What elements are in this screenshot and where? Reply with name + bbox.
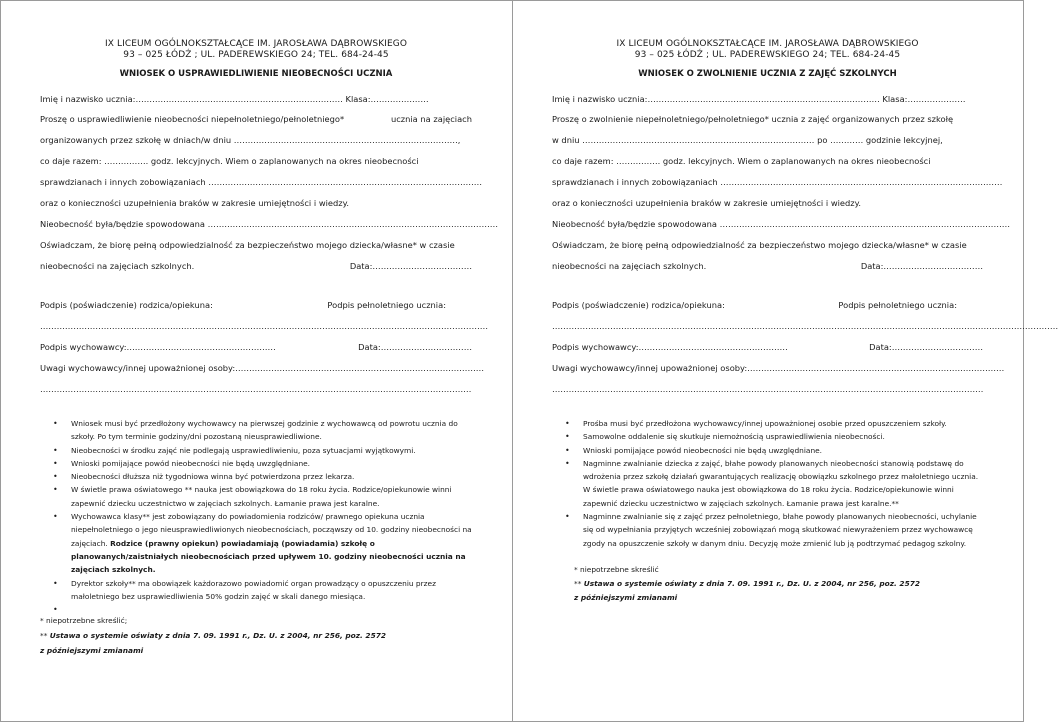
- rule-item: • W świetle prawa oświatowego ** nauka jest obowiązkowa do 18 roku życia. Rodzice/opiekunowie winni zapewnić dziecku uczestnictwo w zajęciach szkolnych. Łamanie prawa jest karalne.: [71, 483, 472, 510]
- declaration-text-end: nieobecności na zajęciach szkolnych.: [40, 261, 195, 271]
- signature-lines: [40, 321, 489, 331]
- left-form-sheet: [0, 0, 513, 722]
- rule-item: • Wnioski pomijające powód nieobecności nie będą uwzględniane.: [71, 457, 472, 470]
- footnote-1: * niepotrzebne skreślić: [574, 564, 659, 574]
- school-name: IX LICEUM OGÓLNOKSZTAŁCĄCE IM. JAROSŁAWA DĄBROWSKIEGO: [104, 39, 408, 49]
- rule-item: • Prośba musi być przedłożona wychowawcy/innej upoważnionej osobie przed opuszczeniem szkoły.: [583, 417, 983, 430]
- teacher-signature-row: [40, 342, 472, 352]
- teacher-remarks-line[interactable]: …………………………………………………………………………………………………………………………………………: [552, 384, 984, 394]
- footnote-marker: **: [40, 631, 50, 641]
- signature-lines: [552, 321, 1058, 331]
- signature-labels: [40, 300, 472, 310]
- school-address: 93 – 025 ŁÓDŹ ; UL. PADEREWSKIEGO 24; TEL. 684-24-45: [123, 50, 389, 60]
- left-notes: [40, 417, 472, 657]
- footnote-2: [40, 630, 472, 642]
- rule-item: • Nieobecności dłuższa niż tygodniowa winna być potwierdzona przez lekarza.: [71, 470, 472, 483]
- rule-item: • Dyrektor szkoły** ma obowiązek każdorazowo powiadomić organ prowadzący o opuszczeniu przez małoletniego bez usprawiedliwienia 50% godzin zajęć w skali danego miesiąca.: [71, 577, 472, 604]
- rule-item: • Samowolne oddalenie się skutkuje niemożnością usprawiedliwienia nieobecności.: [583, 430, 983, 443]
- rule-item: • Nagminne zwalnianie dziecka z zajęć, błahe powody planowanych nieobecności stanowią podstawę do wdrożenia przez szkołę działań gwarantujących realizację obowiązku szkolnego przez małoletniego ucznia. W świetle prawa oświatowego nauka jest obowiązkowa do 18 roku życia. Rodzice/opiekunowie winni zapewnić dziecku uczestnictwo w zajęciach szkolnych. Łamanie prawa jest karalne.**: [583, 457, 983, 510]
- hours-field[interactable]: co daje razem: ……………. godz. lekcyjnych. Wiem o zaplanowanych na okres nieobecności: [40, 156, 419, 166]
- tests-field[interactable]: sprawdzianach i innych zobowiązaniach …………………………………………………………………………………………: [552, 177, 1003, 187]
- teacher-date-field[interactable]: Data:……………………………: [869, 342, 983, 352]
- obligation-text: oraz o konieczności uzupełnienia braków w zakresie umiejętności i wiedzy.: [40, 198, 350, 208]
- rule-text-bold: Rodzice (prawny opiekun) powiadamiają (powiadamia) szkołę o planowanych/zaistniałych nieobecnościach przed upływem 10. godziny nieobecności ucznia na zajęciach szkolnych.: [71, 538, 466, 575]
- form-title: WNIOSEK O USPRAWIEDLIWIENIE NIEOBECNOŚCI UCZNIA: [119, 69, 393, 79]
- law-reference-tail: z późniejszymi zmianami: [574, 592, 678, 602]
- rules-list: [40, 417, 472, 615]
- declaration-date-row: [40, 261, 472, 271]
- teacher-remarks-field[interactable]: Uwagi wychowawcy/innej upoważnionej osoby:………………………………………………………………………………: [40, 363, 485, 373]
- hours-field[interactable]: co daje razem: ……………. godz. lekcyjnych. Wiem o zaplanowanych na okres nieobecności: [552, 156, 931, 166]
- footnote-marker: **: [574, 578, 584, 588]
- teacher-signature-row: [552, 342, 983, 352]
- parent-signature-field[interactable]: ……………………………………………………………………………: [552, 321, 793, 331]
- teacher-remarks-field[interactable]: Uwagi wychowawcy/innej upoważnionej osoby:…………………………………………………………………………………: [552, 363, 1005, 373]
- adult-student-signature-field[interactable]: ……………………………………………………………………………………: [792, 321, 1058, 331]
- right-form-body: [552, 39, 1058, 394]
- parent-signature-label: Podpis (poświadczenie) rodzica/opiekuna:: [40, 300, 213, 310]
- reason-field[interactable]: Nieobecność była/będzie spowodowana ……………………………………………………………………………………………: [40, 219, 499, 229]
- rules-list: [552, 417, 983, 550]
- adult-student-signature-label: Podpis pełnoletniego ucznia:: [838, 300, 957, 310]
- dates-field[interactable]: organizowanych przez szkołę w dniach/w dniu ………………………………………………………………………,: [40, 135, 461, 145]
- parent-signature-field[interactable]: …………………………………………………………………: [40, 321, 248, 331]
- student-name-field[interactable]: Imię i nazwisko ucznia:………………………………………………………………………… Klasa:…………………: [552, 94, 966, 104]
- adult-student-signature-field[interactable]: ……………………………………………………………………………: [247, 321, 489, 331]
- rule-item-teacher: [71, 510, 472, 576]
- rule-item: • Nagminne zwalnianie się z zajęć przez pełnoletniego, błahe powody planowanych nieobecności, uchylanie się od wypełniania przyjętych wcześniej zobowiązań mogą skutkować niewyrażeniem przez wychowawcę zgody na opuszczenie szkoły w danym dniu. Decyzję może zmienić lub ją podtrzymać pedagog szkolny.: [583, 510, 983, 550]
- law-reference-tail: z późniejszymi zmianami: [40, 646, 144, 656]
- teacher-date-field[interactable]: Data:……………………………: [358, 342, 472, 352]
- request-text-end: ucznia na zajęciach: [390, 114, 472, 124]
- rule-item: • Wniosek musi być przedłożony wychowawcy na pierwszej godzinie z wychowawcą od powrotu ucznia do szkoły. Po tym terminie godziny/dni pozostaną nieusprawiedliwione.: [71, 417, 472, 444]
- declaration-text: Oświadczam, że biorę pełną odpowiedzialność za bezpieczeństwo mojego dziecka/własne* w czasie: [552, 240, 967, 250]
- footnote-1: * niepotrzebne skreślić;: [40, 616, 128, 626]
- form-title: WNIOSEK O ZWOLNIENIE UCZNIA Z ZAJĘĆ SZKOLNYCH: [638, 69, 897, 79]
- right-form-sheet: [512, 0, 1058, 722]
- right-notes: [552, 417, 983, 604]
- footnote-2: [552, 578, 983, 590]
- date-field[interactable]: Data:………………………………: [349, 261, 472, 271]
- parent-signature-label: Podpis (poświadczenie) rodzica/opiekuna:: [552, 300, 725, 310]
- declaration-date-row: [552, 261, 983, 271]
- rule-item: • Wnioski pomijające powód nieobecności nie będą uwzględniane.: [583, 444, 983, 457]
- date-field[interactable]: Data:………………………………: [860, 261, 983, 271]
- request-line-1: [40, 114, 472, 124]
- signature-labels: [552, 300, 983, 310]
- rule-item: • Nieobecności w środku zajęć nie podlegają usprawiedliwieniu, poza sytuacjami wyjątkowymi.: [71, 444, 472, 457]
- request-text: Proszę o usprawiedliwienie nieobecności niepełnoletniego/pełnoletniego*: [40, 114, 345, 124]
- request-line-1: Proszę o zwolnienie niepełnoletniego/pełnoletniego* ucznia z zajęć organizowanych przez szkołę: [552, 114, 954, 124]
- tests-field[interactable]: sprawdzianach i innych zobowiązaniach ………………………………………………………………………………………: [40, 177, 483, 187]
- teacher-remarks-line[interactable]: …………………………………………………………………………………………………………………………………………: [40, 384, 472, 394]
- adult-student-signature-label: Podpis pełnoletniego ucznia:: [327, 300, 446, 310]
- school-address: 93 – 025 ŁÓDŹ ; UL. PADEREWSKIEGO 24; TEL. 684-24-45: [634, 50, 901, 60]
- rule-item-empty: [71, 603, 472, 615]
- date-after-lesson-field[interactable]: w dniu ………………………………………………………………………… po ………… godzinie lekcyjnej,: [552, 135, 943, 145]
- left-form-body: [40, 39, 499, 394]
- rule-text: Wychowawca klasy** jest zobowiązany do powiadomienia rodziców/ prawnego opiekuna ucznia niepełnoletniego o jego nieusprawiedliwionych nieobecnościach, począwszy od 10. godziny nieobecności na zajęciach.: [71, 512, 472, 548]
- school-name: IX LICEUM OGÓLNOKSZTAŁCĄCE IM. JAROSŁAWA DĄBROWSKIEGO: [616, 39, 919, 49]
- law-reference: Ustawa o systemie oświaty z dnia 7. 09. 1991 r., Dz. U. z 2004, nr 256, poz. 2572: [583, 578, 920, 588]
- student-name-field[interactable]: Imię i nazwisko ucznia:………………………………………………………………… Klasa:…………………: [40, 94, 429, 104]
- teacher-signature-field[interactable]: Podpis wychowawcy:………………………………………………: [552, 342, 788, 352]
- law-reference: Ustawa o systemie oświaty z dnia 7. 09. 1991 r., Dz. U. z 2004, nr 256, poz. 2572: [49, 631, 386, 641]
- declaration-text-end: nieobecności na zajęciach szkolnych.: [552, 261, 707, 271]
- obligation-text: oraz o konieczności uzupełnienia braków w zakresie umiejętności i wiedzy.: [552, 198, 862, 208]
- teacher-signature-field[interactable]: Podpis wychowawcy:………………………………………………: [40, 342, 276, 352]
- declaration-text: Oświadczam, że biorę pełną odpowiedzialność za bezpieczeństwo mojego dziecka/własne* w czasie: [40, 240, 455, 250]
- reason-field[interactable]: Nieobecność była/będzie spowodowana ……………………………………………………………………………………………: [552, 219, 1011, 229]
